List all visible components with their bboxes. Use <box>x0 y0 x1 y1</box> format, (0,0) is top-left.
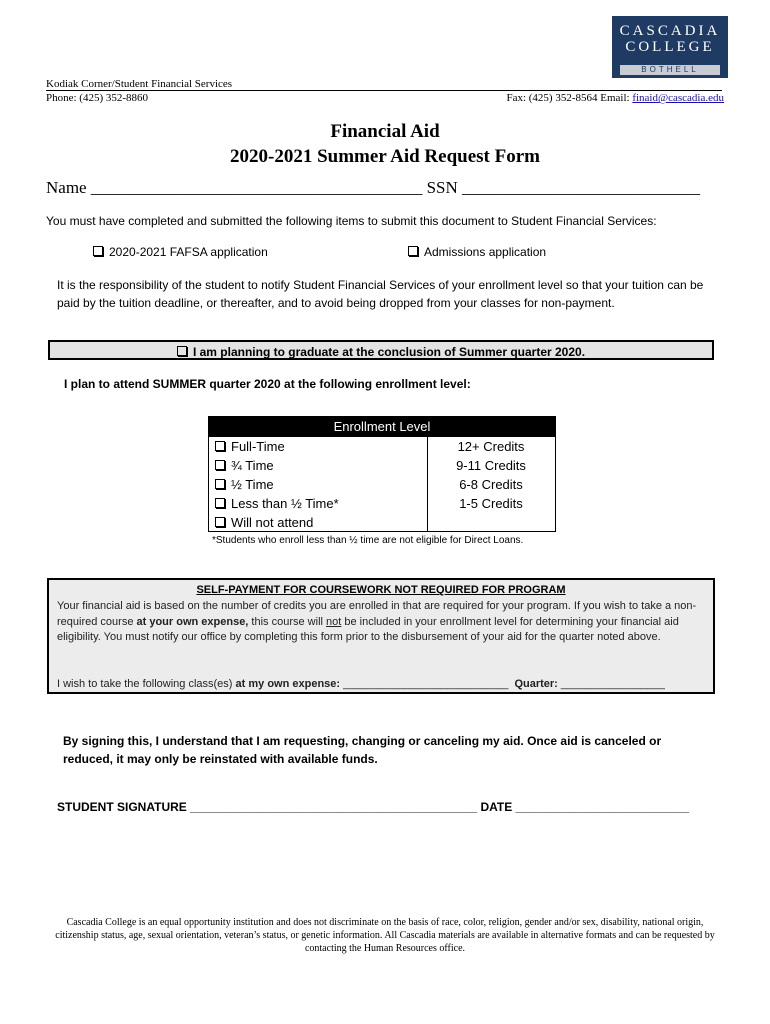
signature-label: STUDENT SIGNATURE <box>57 800 187 814</box>
enrollment-table <box>208 416 556 532</box>
plan-text: I plan to attend SUMMER quarter 2020 at the following enrollment level: <box>64 377 471 391</box>
self-payment-body <box>57 599 707 646</box>
credits-label: 1-5 Credits <box>459 496 523 511</box>
intro-text: You must have completed and submitted the following items to submit this document to Student Financial Services: <box>46 214 657 228</box>
fafsa-label: 2020-2021 FAFSA application <box>109 245 268 259</box>
page-title: Financial Aid <box>330 121 440 142</box>
logo-line2: COLLEGE <box>625 39 715 55</box>
checkbox-icon[interactable] <box>408 246 418 256</box>
fafsa-item[interactable] <box>93 245 268 259</box>
college-logo <box>612 16 728 78</box>
graduate-label: I am planning to graduate at the conclusion of Summer quarter 2020. <box>192 345 586 359</box>
enrollment-header: Enrollment Level <box>209 417 555 437</box>
wish-text: I wish to take the following class(es) <box>57 678 236 690</box>
checkbox-icon[interactable] <box>215 479 225 489</box>
body-bold: at your own expense, <box>136 615 249 628</box>
checkbox-icon[interactable] <box>215 517 225 527</box>
checkbox-icon[interactable] <box>215 498 225 508</box>
graduate-option[interactable] <box>48 340 714 360</box>
name-ssn-field[interactable]: Name _______________________________________ SSN ____________________________ <box>46 178 701 197</box>
logo-line1: CASCADIA <box>619 23 721 39</box>
direct-loans-note: *Students who enroll less than ½ time are not eligible for Direct Loans. <box>212 535 524 546</box>
footer-disclaimer: Cascadia College is an equal opportunity institution and does not discriminate on the basis of race, color, religion, gender and/or sex, disability, national origin, citizenship status, age, sexual orientation, veteran’s status, or genetic information. All Cascadia materials are available in alternative formats and can be requested by contacting the Human Resources office. <box>55 917 715 954</box>
header-fax: Fax: (425) 352-8564 Email: <box>506 92 633 104</box>
credits-label: 9-11 Credits <box>456 458 526 473</box>
email-link[interactable]: finaid@cascadia.edu <box>632 92 724 104</box>
self-payment-box <box>47 578 715 694</box>
admissions-label: Admissions application <box>424 245 547 259</box>
enrollment-row[interactable] <box>209 437 555 456</box>
level-label: Less than ½ Time* <box>231 496 339 511</box>
checkbox-icon[interactable] <box>215 460 225 470</box>
level-label: Will not attend <box>231 515 314 530</box>
header-divider <box>46 90 722 91</box>
level-label: ½ Time <box>231 477 274 492</box>
class-blank[interactable]: ___________________________ <box>340 678 515 690</box>
header-fax-email <box>506 92 724 104</box>
page-subtitle: 2020-2021 Summer Aid Request Form <box>230 146 540 167</box>
level-label: Full-Time <box>231 439 285 454</box>
body-underline: not <box>326 615 342 628</box>
self-payment-title: SELF-PAYMENT FOR COURSEWORK NOT REQUIRED FOR PROGRAM <box>196 584 566 596</box>
class-field[interactable] <box>57 678 665 690</box>
signature-field[interactable] <box>57 800 689 814</box>
body-text: be included in your enrollment level for determining your financial aid eligibility. You must notify our office by completing this form prior to the disbursement of your aid for the quarter noted above. <box>57 615 679 643</box>
wish-bold: at my own expense: <box>235 678 341 690</box>
level-label: ¾ Time <box>231 458 274 473</box>
signature-blank[interactable]: ___________________________________________ <box>186 800 481 814</box>
logo-campus: BOTHELL <box>620 65 720 75</box>
date-label: DATE <box>480 800 513 814</box>
enrollment-row[interactable] <box>209 513 555 532</box>
body-text: this course will <box>248 615 327 628</box>
checkbox-icon[interactable] <box>93 246 103 256</box>
enrollment-row[interactable] <box>209 494 555 513</box>
enrollment-row[interactable] <box>209 475 555 494</box>
header-org: Kodiak Corner/Student Financial Services <box>46 78 233 90</box>
checkbox-icon[interactable] <box>177 346 187 356</box>
checkbox-icon[interactable] <box>215 441 225 451</box>
body-text: Your financial aid is based on the number of credits you are enrolled in that are required for your program. If you wish to take a non-required course <box>57 600 697 628</box>
header-phone: Phone: (425) 352-8860 <box>46 92 149 104</box>
date-blank[interactable]: __________________________ <box>512 800 690 814</box>
credits-label: 6-8 Credits <box>459 477 523 492</box>
credits-label: 12+ Credits <box>457 439 525 454</box>
enrollment-row[interactable] <box>209 456 555 475</box>
quarter-blank[interactable]: _________________ <box>557 678 665 690</box>
admissions-item[interactable] <box>408 245 546 259</box>
signing-statement: By signing this, I understand that I am requesting, changing or canceling my aid. Once aid is canceled or reduced, it may only be reinstated with available funds. <box>63 734 662 766</box>
responsibility-text: It is the responsibility of the student to notify Student Financial Services of your enrollment level so that your tuition can be paid by the tuition deadline, or thereafter, and to avoid being dropped from your classes for non-payment. <box>57 278 704 310</box>
quarter-label: Quarter: <box>514 678 558 690</box>
